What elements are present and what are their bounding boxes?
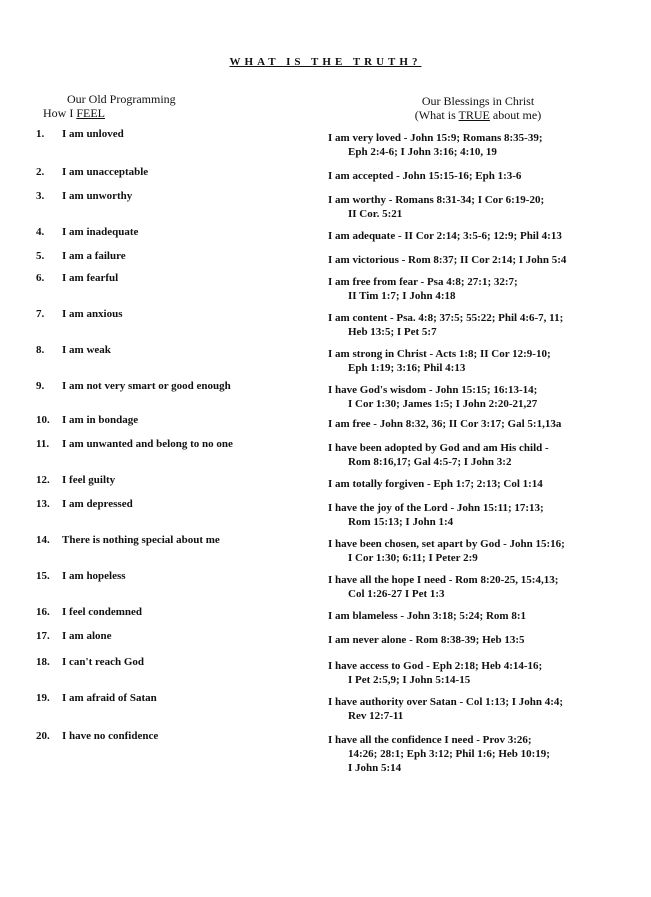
item-number: 1. xyxy=(36,128,45,140)
left-column-header xyxy=(43,92,176,120)
truth-line: I am strong in Christ - Acts 1:8; II Cor 12:9-10; xyxy=(328,348,551,360)
truth-text xyxy=(328,417,628,431)
right-header-line1: Our Blessings in Christ xyxy=(421,94,535,108)
truth-line: I have been adopted by God and am His child - xyxy=(328,442,549,454)
feeling-text: I am fearful xyxy=(62,272,119,284)
truth-line: I Cor 1:30; James 1:5; I John 2:20-21,27 xyxy=(348,398,538,410)
truth-text xyxy=(328,633,628,647)
truth-text xyxy=(328,169,628,183)
item-number: 4. xyxy=(36,226,45,238)
truth-text xyxy=(328,609,628,623)
feeling-text: I am a failure xyxy=(62,250,126,262)
truth-line: I have authority over Satan - Col 1:13; I John 4:4; xyxy=(328,696,564,708)
item-number: 18. xyxy=(36,656,50,668)
feeling-text: I am hopeless xyxy=(62,570,126,582)
truth-line: I am totally forgiven - Eph 1:7; 2:13; Col 1:14 xyxy=(328,478,543,490)
feeling-text: I feel guilty xyxy=(62,474,116,486)
truth-line: Eph 1:19; 3:16; Phil 4:13 xyxy=(348,362,466,374)
left-header-line1: Our Old Programming xyxy=(67,92,176,106)
feeling-text: There is nothing special about me xyxy=(62,534,220,546)
truth-text xyxy=(328,383,628,411)
truth-line: I am free from fear - Psa 4:8; 27:1; 32:7; xyxy=(328,276,518,288)
truth-line: I John 5:14 xyxy=(348,762,402,774)
truth-line: I have the joy of the Lord - John 15:11; 17:13; xyxy=(328,502,544,514)
truth-line: I am never alone - Rom 8:38-39; Heb 13:5 xyxy=(328,634,525,646)
feel-underlined: FEEL xyxy=(76,106,105,120)
feeling-text: I am alone xyxy=(62,630,112,642)
item-number: 15. xyxy=(36,570,50,582)
truth-line: I Pet 2:5,9; I John 5:14-15 xyxy=(348,674,471,686)
truth-text xyxy=(328,537,628,565)
truth-line: I am victorious - Rom 8:37; II Cor 2:14; I John 5:4 xyxy=(328,254,567,266)
truth-text xyxy=(328,477,628,491)
feeling-text: I am unacceptable xyxy=(62,166,149,178)
item-number: 10. xyxy=(36,414,50,426)
truth-text xyxy=(328,733,628,775)
truth-text xyxy=(328,659,628,687)
truth-line: I have been chosen, set apart by God - John 15:16; xyxy=(328,538,565,550)
feeling-text: I can't reach God xyxy=(62,656,144,668)
item-number: 2. xyxy=(36,166,45,178)
item-number: 16. xyxy=(36,606,50,618)
truth-text xyxy=(328,275,628,303)
truth-text xyxy=(328,193,628,221)
item-number: 12. xyxy=(36,474,50,486)
item-number: 19. xyxy=(36,692,50,704)
item-number: 9. xyxy=(36,380,45,392)
feeling-text: I am inadequate xyxy=(62,226,139,238)
truth-line: Heb 13:5; I Pet 5:7 xyxy=(348,326,437,338)
item-number: 20. xyxy=(36,730,50,742)
truth-text xyxy=(328,131,628,159)
truth-line: Col 1:26-27 I Pet 1:3 xyxy=(348,588,445,600)
feeling-text: I am afraid of Satan xyxy=(62,692,157,704)
truth-line: I am worthy - Romans 8:31-34; I Cor 6:19-20; xyxy=(328,194,545,206)
truth-line: Rom 15:13; I John 1:4 xyxy=(348,516,454,528)
truth-text xyxy=(328,695,628,723)
true-underlined: TRUE xyxy=(458,108,490,122)
page-title: WHAT IS THE TRUTH? xyxy=(229,56,422,68)
truth-line: I am very loved - John 15:9; Romans 8:35-39; xyxy=(328,132,543,144)
truth-line: I am content - Psa. 4:8; 37:5; 55:22; Phil 4:6-7, 11; xyxy=(328,312,564,324)
feeling-text: I am unworthy xyxy=(62,190,133,202)
item-number: 5. xyxy=(36,250,45,262)
item-number: 14. xyxy=(36,534,50,546)
truth-text xyxy=(328,311,628,339)
feeling-text: I have no confidence xyxy=(62,730,159,742)
truth-line: I have all the hope I need - Rom 8:20-25, 15:4,13; xyxy=(328,574,559,586)
truth-line: II Cor. 5:21 xyxy=(348,208,403,220)
item-number: 17. xyxy=(36,630,50,642)
right-header-line2: (What is TRUE about me) xyxy=(414,108,542,122)
feeling-text: I am unloved xyxy=(62,128,124,140)
truth-text xyxy=(328,253,628,267)
truth-line: I have all the confidence I need - Prov 3:26; xyxy=(328,734,532,746)
item-number: 8. xyxy=(36,344,45,356)
feeling-text: I am weak xyxy=(62,344,111,356)
truth-text xyxy=(328,501,628,529)
truth-line: Eph 2:4-6; I John 3:16; 4:10, 19 xyxy=(348,146,497,158)
feeling-text: I feel condemned xyxy=(62,606,143,618)
feeling-text: I am depressed xyxy=(62,498,133,510)
truth-line: Rev 12:7-11 xyxy=(348,710,404,722)
item-number: 13. xyxy=(36,498,50,510)
truth-line: I am blameless - John 3:18; 5:24; Rom 8:1 xyxy=(328,610,526,622)
truth-line: II Tim 1:7; I John 4:18 xyxy=(348,290,456,302)
truth-line: I Cor 1:30; 6:11; I Peter 2:9 xyxy=(348,552,478,564)
feeling-text: I am anxious xyxy=(62,308,123,320)
truth-line: I am adequate - II Cor 2:14; 3:5-6; 12:9; Phil 4:13 xyxy=(328,230,562,242)
item-number: 3. xyxy=(36,190,45,202)
feeling-text: I am not very smart or good enough xyxy=(62,380,231,392)
truth-text xyxy=(328,441,628,469)
item-number: 11. xyxy=(36,438,50,450)
truth-text xyxy=(328,229,628,243)
feeling-text: I am in bondage xyxy=(62,414,139,426)
truth-line: Rom 8:16,17; Gal 4:5-7; I John 3:2 xyxy=(348,456,512,468)
truth-line: 14:26; 28:1; Eph 3:12; Phil 1:6; Heb 10:19; xyxy=(348,748,550,760)
right-column-header xyxy=(328,94,628,122)
item-number: 7. xyxy=(36,308,45,320)
truth-text xyxy=(328,573,628,601)
truth-line: I am accepted - John 15:15-16; Eph 1:3-6 xyxy=(328,170,522,182)
truth-line: I have God's wisdom - John 15:15; 16:13-14; xyxy=(328,384,538,396)
item-number: 6. xyxy=(36,272,45,284)
feeling-text: I am unwanted and belong to no one xyxy=(62,438,233,450)
left-header-line2: How I FEEL xyxy=(43,106,105,120)
truth-line: I have access to God - Eph 2:18; Heb 4:14-16; xyxy=(328,660,543,672)
truth-text xyxy=(328,347,628,375)
truth-line: I am free - John 8:32, 36; II Cor 3:17; Gal 5:1,13a xyxy=(328,418,562,430)
